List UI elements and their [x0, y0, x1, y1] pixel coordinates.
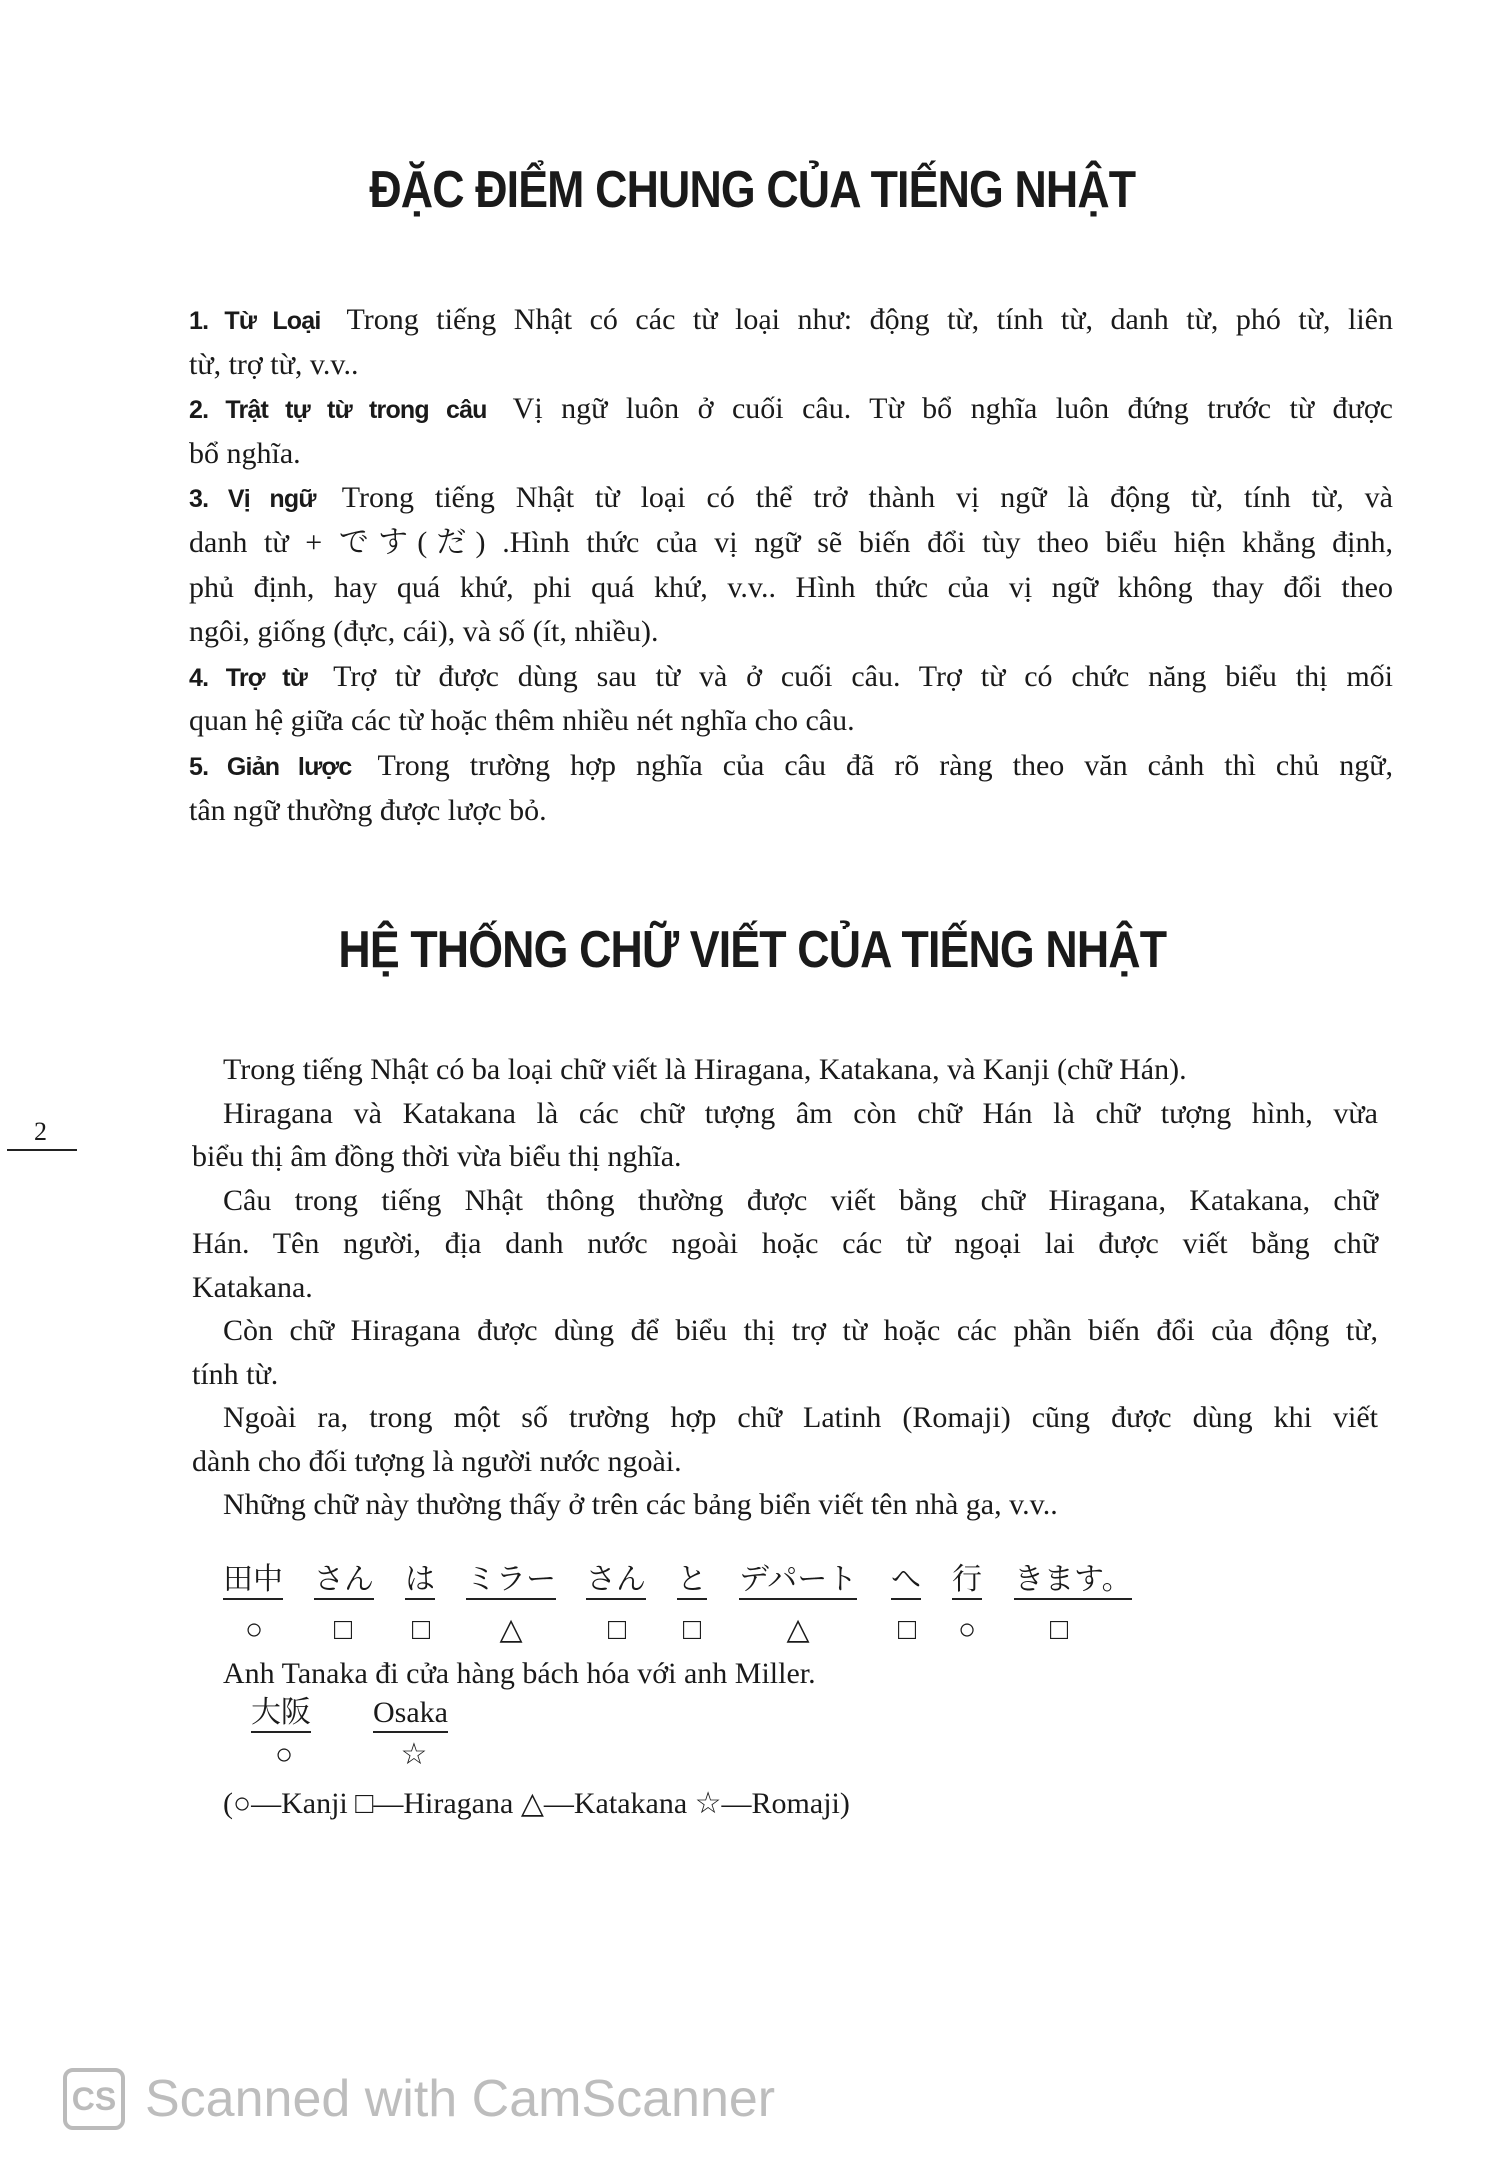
text-line: [189, 610, 1393, 655]
text-line: [189, 789, 1393, 834]
line-text: từ, trợ từ, v.v..: [189, 347, 359, 381]
line-text: tân ngữ thường được lược bỏ.: [189, 793, 547, 827]
text-line: Katakana.: [192, 1270, 313, 1304]
example-word: 大阪: [251, 1695, 311, 1733]
paragraph: [192, 1483, 1378, 1527]
line-text: danh từ + です(だ) .Hình thức của vị ngữ sẽ biến đổi tùy theo biểu hiện khẳng định,: [189, 525, 1393, 559]
text-line: Còn chữ Hiragana được dùng để biểu thị trợ từ hoặc các phần biến đổi của động từ,: [223, 1314, 1378, 1347]
text-line: [189, 432, 1393, 477]
japanese-word: ミラー: [466, 1562, 556, 1600]
line-text: Trong tiếng Nhật từ loại có thể trở thành vị ngữ là động từ, tính từ, và: [341, 481, 1393, 515]
section1-title: ĐẶC ĐIỂM CHUNG CỦA TIẾNG NHẬT: [369, 161, 1135, 219]
section2-title: HỆ THỐNG CHỮ VIẾT CỦA TIẾNG NHẬT: [338, 921, 1166, 979]
japanese-word: と: [677, 1562, 707, 1600]
text-line: biểu thị âm đồng thời vừa biểu thị nghĩa.: [192, 1140, 682, 1173]
feature-item: [189, 298, 1393, 387]
feature-label: 1. Từ Loại: [189, 307, 321, 335]
script-symbol: △: [499, 1613, 523, 1646]
script-symbol: □: [607, 1613, 627, 1646]
japanese-word: は: [405, 1562, 435, 1600]
line-text: Trong tiếng Nhật có các từ loại như: động từ, tính từ, danh từ, phó từ, liên: [346, 303, 1393, 336]
feature-item: [189, 387, 1393, 476]
camscanner-watermark: [63, 2068, 775, 2130]
japanese-word: デパート: [739, 1562, 857, 1600]
page-number-rule: [7, 1149, 77, 1151]
text-line: Trong tiếng Nhật có ba loại chữ viết là Hiragana, Katakana, và Kanji (chữ Hán).: [223, 1053, 1187, 1086]
feature-item: [189, 655, 1393, 744]
camscanner-logo-icon: CS: [63, 2068, 125, 2130]
line-text: ngôi, giống (đực, cái), và số (ít, nhiều).: [189, 615, 659, 649]
paragraph: [192, 1396, 1378, 1483]
script-symbol: □: [897, 1613, 917, 1646]
japanese-word: きます。: [1014, 1562, 1132, 1600]
script-symbol: △: [786, 1613, 810, 1646]
text-line: Ngoài ra, trong một số trường hợp chữ Latinh (Romaji) cũng được dùng khi viết: [223, 1401, 1378, 1434]
script-symbol: ☆: [400, 1738, 428, 1771]
feature-label: 3. Vị ngữ: [189, 485, 316, 514]
paragraph: [192, 1092, 1378, 1179]
page-number: 2: [34, 1117, 47, 1146]
line-text: bổ nghĩa.: [189, 436, 301, 470]
line-text: quan hệ giữa các từ hoặc thêm nhiều nét nghĩa cho câu.: [189, 704, 855, 738]
script-symbol: ○: [957, 1613, 977, 1646]
japanese-word: 行: [952, 1562, 982, 1600]
text-line: [189, 566, 1393, 611]
paragraph: [192, 1048, 1378, 1092]
script-symbol: ○: [274, 1738, 294, 1771]
text-line: [189, 298, 1393, 343]
grammar-features-list: [189, 298, 1393, 833]
feature-label: 2. Trật tự từ trong câu: [189, 396, 487, 425]
line-text: Trong trường hợp nghĩa của câu đã rõ ràng theo văn cảnh thì chủ ngữ,: [377, 748, 1393, 782]
feature-item: [189, 476, 1393, 654]
text-line: [189, 476, 1393, 521]
text-line: dành cho đối tượng là người nước ngoài.: [192, 1444, 682, 1478]
watermark-text: Scanned with CamScanner: [145, 2070, 776, 2128]
script-symbol: □: [411, 1613, 431, 1646]
script-legend: (○—Kanji □—Hiragana △—Katakana ☆—Romaji): [223, 1787, 850, 1820]
text-line: [189, 343, 1393, 388]
script-symbol: ○: [244, 1613, 264, 1646]
example-translation: Anh Tanaka đi cửa hàng bách hóa với anh Miller.: [223, 1657, 816, 1690]
feature-label: 5. Giản lược: [189, 752, 352, 781]
text-line: tính từ.: [192, 1357, 279, 1391]
text-line: Câu trong tiếng Nhật thông thường được viết bằng chữ Hiragana, Katakana, chữ: [223, 1183, 1378, 1217]
text-line: [189, 655, 1393, 700]
japanese-word: さん: [586, 1562, 646, 1600]
line-text: Trợ từ được dùng sau từ và ở cuối câu. Trợ từ có chức năng biểu thị mối: [333, 659, 1393, 693]
text-line: Hán. Tên người, địa danh nước ngoài hoặc các từ ngoại lai được viết bằng chữ: [192, 1227, 1378, 1260]
feature-item: [189, 744, 1393, 833]
script-symbol: □: [1049, 1613, 1069, 1646]
text-line: [189, 521, 1393, 566]
text-line: [189, 387, 1393, 432]
feature-label: 4. Trợ từ: [189, 663, 308, 692]
script-symbol: □: [333, 1613, 353, 1646]
japanese-word: へ: [891, 1562, 921, 1600]
script-symbol: □: [682, 1613, 702, 1646]
text-line: Hiragana và Katakana là các chữ tượng âm còn chữ Hán là chữ tượng hình, vừa: [223, 1096, 1378, 1130]
line-text: phủ định, hay quá khứ, phi quá khứ, v.v.. Hình thức của vị ngữ không thay đổi theo: [189, 570, 1393, 604]
text-line: [189, 744, 1393, 789]
japanese-word: さん: [314, 1562, 374, 1600]
paragraph: [192, 1309, 1378, 1396]
example-word: Osaka: [373, 1695, 448, 1733]
japanese-word: 田中: [223, 1562, 283, 1600]
text-line: Những chữ này thường thấy ở trên các bảng biển viết tên nhà ga, v.v..: [223, 1488, 1058, 1521]
writing-system-text: [192, 1048, 1378, 1527]
paragraph: [192, 1179, 1378, 1310]
line-text: Vị ngữ luôn ở cuối câu. Từ bổ nghĩa luôn đứng trước từ được: [512, 392, 1393, 426]
text-line: [189, 699, 1393, 744]
